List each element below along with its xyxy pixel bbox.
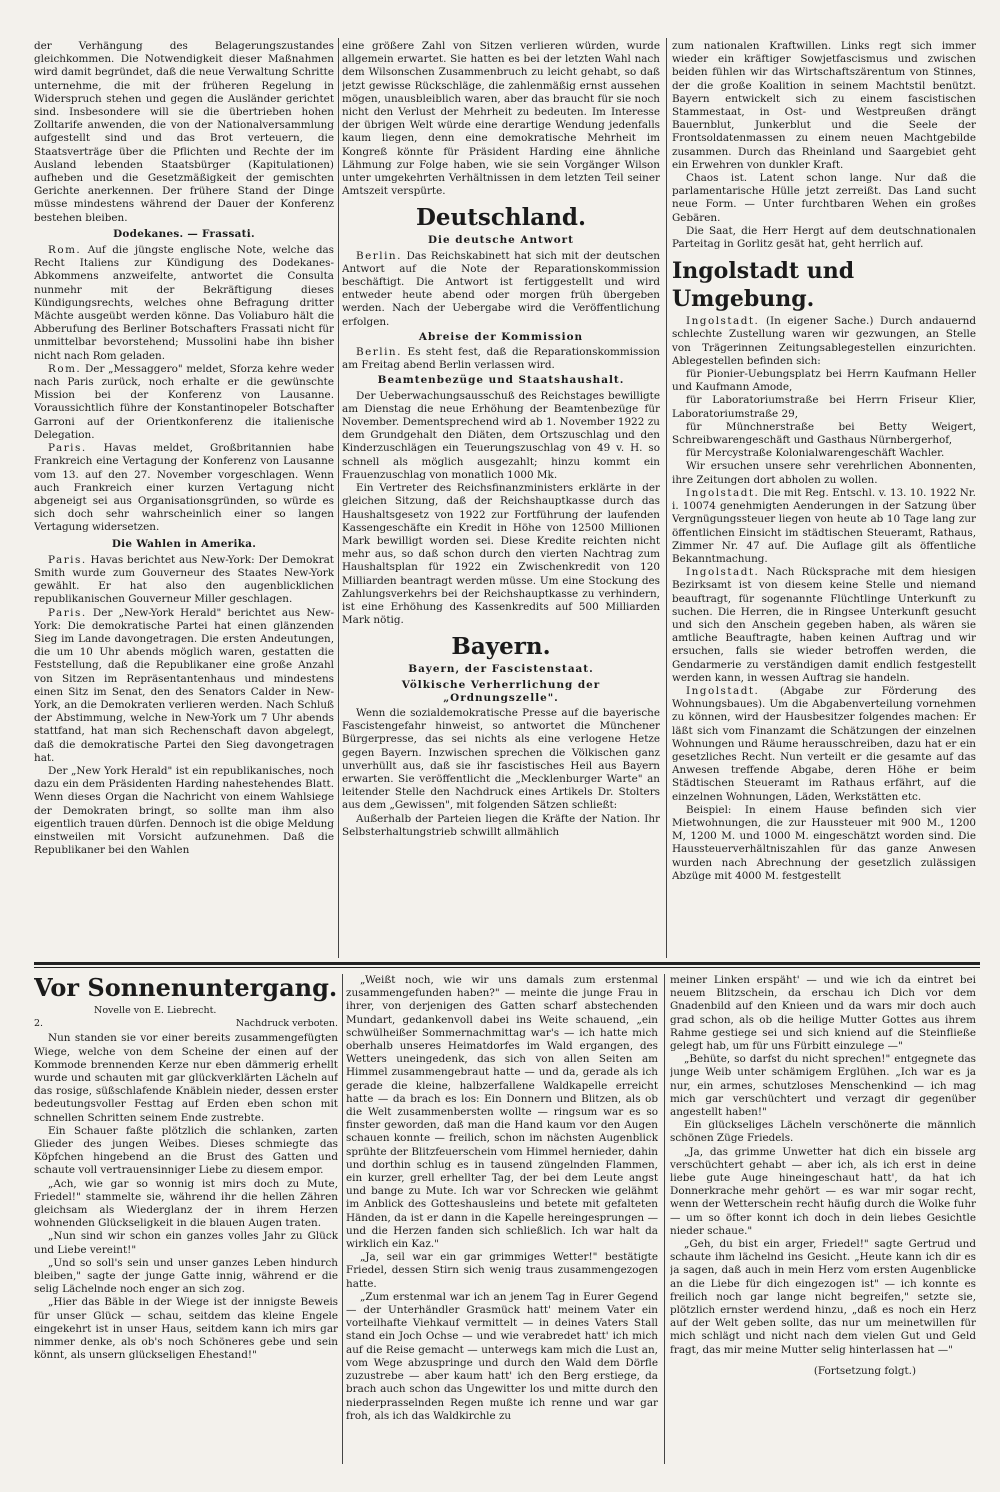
novelle-column-1 bbox=[34, 974, 338, 1464]
paragraph bbox=[34, 363, 334, 442]
column-rule bbox=[666, 38, 667, 958]
subheading: Bayern, der Fascistenstaat. bbox=[408, 663, 594, 676]
continuation-note: (Fortsetzung folgt.) bbox=[813, 1364, 916, 1377]
paragraph bbox=[342, 346, 660, 372]
paragraph-text: Nach Rücksprache mit dem hiesigen Bezirksamt ist von diesem keine Stelle und niemand beauftragt, für sogenannte Flüchtlinge Unterkunft zu suchen. Die Herren, die in Ringsee Unterkunft gesucht und sich den Anschein gegeben haben, als wären sie amtliche Beauftragte, haben keinen Auftrag und wir ersuchen, falls sie wieder betroffen werden, die Gendarmerie zu verständigen damit endlich festgestellt werden kann, in wessen Auftrag sie handeln. bbox=[672, 566, 976, 684]
section-heading: Die Wahlen in Amerika. bbox=[111, 537, 257, 550]
no-reprint-notice: Nachdruck verboten. bbox=[235, 1018, 338, 1030]
column-rule bbox=[342, 974, 343, 1464]
paragraph-text: Der „New-York Herald" berichtet aus New-York: Die demokratische Partei hat einen glänzenden Sieg im Lande davongetragen. Die ersten Andeutungen, die um 10 Uhr abends möglich waren, gestatten die Feststellung, daß die Republikaner eine große Anzahl von Sitzen im Repräsentantenhaus und mindestens einen Sitz im Senat, den des Senators Calder in New-York, an die Demokraten verlieren werden. Nach Schluß der Abstimmung, welche in New-York um 7 Uhr abends stattfand, hat man sich Rechenschaft davon abgelegt, daß die demokratische Partei den Sieg davongetragen hat. bbox=[34, 606, 334, 764]
paragraph bbox=[34, 244, 334, 363]
top-column-3 bbox=[672, 40, 976, 940]
paragraph-text: Auf die jüngste englische Note, welche das Recht Italiens zur Kündigung des Dodekanes-Abkommens anzweifelte, antwortet die Consulta nunmehr mit der Bekräftigung dieses Kündigungsrechts, welches ohne Befragung dritter Mächte ausgeübt werden könne. Das Voliaburo hält die Abberufung des Berliner Botschafters Frassati nicht für unmittelbar bevorstehend; Mussolini habe ihn bisher nicht nach Rom geladen. bbox=[34, 244, 334, 362]
paragraph: „Behüte, so darfst du nicht sprechen!" entgegnete das junge Weib unter schämigem Erglühen. „Ich war es ja nur, ein armes, schutzloses Menschenkind — ich mag mich gar verschüchtert und verzagt dir gegenüber angestellt haben!" bbox=[670, 1053, 976, 1119]
paragraph-text: (Abgabe zur Förderung des Wohnungsbaues). Um die Abgabenverteilung vornehmen zu können, wird der Hausbesitzer folgendes machen: Er läßt sich vom Finanzamt die Schätzungen der einzelnen Wohnungen und Räume herausschreiben, dazu hat er ein gesetzliches Recht. Nun verteilt er die gesamte auf das Anwesen treffende Abgabe, deren Höhe er beim Städtischen Steueramt im Rathaus erfährt, auf die einzelnen Wohnungen, Läden, Werkstätten etc. bbox=[672, 684, 976, 803]
paragraph: „Zum erstenmal war ich an jenem Tag in Eurer Gegend — der Unterhändler Grasmück hatt' meinem Vater ein vorteilhafte Viehkauf vermittelt — in deines Vaters Stall stand ein Joch Ochse — und wie verabredet hatt' ich mich auf die Reise gemacht — unterwegs kam mich die Lust an, vom Wege abzuspringe und durch den Wald dem Dörfle zuzustrebe — aber kaum hatt' ich den Berg erstiege, da brach auch schon das Ungewitter los und mitte durch den niederprasselnden Regen mußte ich renne und war gar froh, als ich das Waldkirchle zu bbox=[346, 1290, 658, 1422]
paragraph bbox=[34, 607, 334, 765]
paragraph-text: Havas berichtet aus New-York: Der Demokrat Smith wurde zum Gouverneur des Staates New-York gewählt. Er hat also den augenblicklichen republikanischen Gouverneur Miller geschlagen. bbox=[34, 553, 334, 606]
paragraph: Der Ueberwachungsausschuß des Reichstages bewilligte am Dienstag die neue Erhöhung der Beamtenbezüge für November. Dementsprechend wird ab 1. November 1922 zu dem Grundgehalt den Diäten, dem Ortszuschlag und den Kinderzuschlägen ein Teuerungszuschlag von 49 v. H. so schnell als möglich ausgezahlt; hinzu kommt ein Frauenzuschlag von monatlich 1000 Mk. bbox=[342, 389, 660, 481]
subheading: Die deutsche Antwort bbox=[428, 234, 574, 247]
paragraph bbox=[672, 315, 976, 368]
subheading: Völkische Verherrlichung der „Ordnungszelle". bbox=[401, 678, 601, 704]
paragraph bbox=[34, 554, 334, 607]
paragraph: meiner Linken erspäht' — und wie ich da eintret bei neuem Blitzschein, da erschau ich Dich vor dem Gnadenbild auf den Knieen und da wars mir doch auch grad schon, als ob die heilige Mutter Gottes aus ihrem Rahme gestiege sei und sich kniend auf die Steinfließe gelegt hab, um für uns Fürbitt einzulege —" bbox=[670, 974, 976, 1053]
dateline: Ingolstadt. bbox=[686, 315, 760, 328]
paragraph: „Geh, du bist ein arger, Friedel!" sagte Gertrud und schaute ihm lächelnd ins Gesicht. „Heute kann ich dir es ja sagen, daß auch in mein Herz vom ersten Augenblicke an die Liebe für dich eingezogen ist" — ich konnte es freilich noch gar lange nicht begreifen," setzte sie, plötzlich ernster werdend hinzu, „daß es noch ein Herz auf der Welt geben sollte, das nur um meinetwillen für mich schlägt und nicht nach dem vielen Gut und Geld fragt, das mir meine Mutter selig hinterlassen hat —" bbox=[670, 1238, 976, 1356]
paragraph: „Und so soll's sein und unser ganzes Leben hindurch bleiben," sagte der junge Gatte innig, während er die selig Lächelnde noch enger an sich zog. bbox=[34, 1256, 338, 1296]
paragraph bbox=[34, 442, 334, 534]
paragraph: Wenn die sozialdemokratische Presse auf die bayerische Fascistengefahr hinweist, so antwortet die Münchener Bürgerpresse, das sei nichts als eine verlogene Hetze gegen Bayern. Inzwischen sprechen die Völkischen ganz unverhüllt aus, daß sie ihr fascistisches Heil aus Bayern erwarten. Sie veröffentlicht die „Mecklenburger Warte" an leitender Stelle den Nachdruck eines Artikels Dr. Stolters aus dem „Gewissen", mit folgenden Sätzen schließt: bbox=[342, 706, 660, 812]
paragraph: „Weißt noch, wie wir uns damals zum erstenmal zusammengefunden haben?" — meinte die junge Frau in ihrer, von derjenigen des Gatten scharf abstechenden Mundart, gedankenvoll dabei ins Weite schauend, „ein schwülheißer Sommernachmittag war's — ich hatte mich oberhalb unseres Heimatdorfes im Wald ergangen, des Wetters uneingedenk, das sich von allen Seiten am Himmel zusammengebraut hatte — und da, gerade als ich gerade die kleine, halbzerfallene Waldkapelle erreicht hatte — da brach es los: Ein Donnern und Blitzen, als ob die Welt zusammenbersten wollte — ringsum war es so finster geworden, daß man die Hand kaum vor den Augen schauen konnte — freilich, schon im nächsten Augenblick sprühte der Blitzfeuerschein vom Himmel hernieder, dahin und dorthin schlug es in tausend züngelnden Flammen, ein kurzer, grell erhellter Tag, der bei dem Leute angst und bange zu Mute. Ich war vor Schrecken wie gelähmt im Anblick des Gotteshausleins und betete mit gefalteten Händen, da ist er dann in die Kapelle hereingesprungen — und die Herzen fanden sich schließlich. Ich war halt da wirklich ein Kaz." bbox=[346, 974, 658, 1251]
dateline: Paris. bbox=[48, 442, 87, 455]
paragraph-text: Das Reichskabinett hat sich mit der deutschen Antwort auf die Note der Reparationskommission beschäftigt. Die Antwort ist fertiggestellt und wird entweder heute abend oder morgen früh übergeben werden. Nach der Uebergabe wird die Veröffentlichung erfolgen. bbox=[342, 249, 660, 328]
list-item: für Pionier-Uebungsplatz bei Herrn Kaufmann Heller und Kaufmann Amode, bbox=[672, 368, 976, 394]
paragraph: eine größere Zahl von Sitzen verlieren würden, wurde allgemein erwartet. Sie hatten es bei der letzten Wahl nach dem Wilsonschen Zusammenbruch zu leicht gehabt, so daß jetzt gewisse Rückschläge, die zahlenmäßig ernst aussehen mögen, unausbleiblich waren, aber das braucht für sie noch nicht den Verlust der Mehrheit zu bedeuten. Im Interesse der übrigen Welt würde eine derartige Wendung jedenfalls kaum liegen, denn eine demokratische Mehrheit im Kongreß könnte für Präsident Harding eine ähnliche Lähmung zur Folge haben, wie sie sein Vorgänger Wilson unter umgekehrten Verhältnissen in dem letzten Teil seiner Amtszeit verspürte. bbox=[342, 40, 660, 198]
paragraph bbox=[672, 487, 976, 566]
paragraph: Ein Vertreter des Reichsfinanzministers erklärte in der gleichen Sitzung, daß der Reichshauptkasse durch das Haushaltsgesetz von 1922 zur Fortführung der laufenden Kassengeschäfte ein Kredit in Höhe von 12500 Millionen Mark bewilligt worden sei. Diese Kredite reichten nicht mehr aus, so daß schon durch den vierten Nachtrag zum Haushaltsplan für 1922 ein Zwischenkredit von 120 Milliarden beantragt werden müsse. Um eine Stockung des Zahlungsverkehrs bei der Reichshauptkasse zu verhindern, ist eine Erhöhung des Kassenkredits auf 500 Milliarden Mark nötig. bbox=[342, 482, 660, 627]
paragraph-text: Havas meldet, Großbritannien habe Frankreich eine Vertagung der Konferenz von Lausanne vom 13. auf den 27. November vorgeschlagen. Wenn auch Frankreich einer kurzen Vertagung nicht abgeneigt sei aus Organisationsgründen, so würde es sich doch sehr wahrscheinlich einer so langen Vertagung widersetzen. bbox=[34, 442, 334, 534]
novelle-meta bbox=[34, 1017, 338, 1030]
paragraph: Außerhalb der Parteien liegen die Kräfte der Nation. Ihr Selbsterhaltungstrieb schwillt allmählich bbox=[342, 812, 660, 838]
paragraph: Der „New York Herald" ist ein republikanisches, noch dazu ein dem Präsidenten Harding nahestehendes Blatt. Wenn dieses Organ die Nachricht von einem Wahlsiege der Demokraten bringt, so sollte man ihm also eigentlich trauen dürfen. Dennoch ist die obige Meldung einstweilen mit Vorsicht aufzunehmen. Daß die Republikaner bei den Wahlen bbox=[34, 764, 334, 857]
section-title-bayern: Bayern. bbox=[451, 633, 551, 661]
paragraph bbox=[672, 685, 976, 804]
paragraph: „Ja, das grimme Unwetter hat dich ein bissele arg verschüchtert gehabt — aber ich, als ich erst in deine liebe gute Auge hineingeschaut hatt', da hat ich Donnerkrache mehr gehört — es war mir sogar recht, wenn der Wetterschein recht häufig durch die Wolke fuhr — um so öfter konnt ich doch in dein liebes Gesichtle nieder schaue." bbox=[670, 1145, 976, 1237]
feuilleton-rule bbox=[34, 962, 980, 965]
paragraph: „Nun sind wir schon ein ganzes volles Jahr zu Glück und Liebe vereint!" bbox=[34, 1230, 338, 1256]
novelle-title: Vor Sonnenuntergang. bbox=[34, 974, 338, 1002]
list-item: für Mercystraße Kolonialwarengeschäft Wachler. bbox=[686, 447, 945, 460]
dateline: Berlin. bbox=[356, 346, 402, 359]
dateline: Berlin. bbox=[356, 249, 402, 262]
paragraph: „Ach, wie gar so wonnig ist mirs doch zu Mute, Friedel!" stammelte sie, während ihr die hellen Zähren gleichsam als Wiederglanz der in ihrem Herzen wohnenden Glückseligkeit in die blauen Augen traten. bbox=[34, 1177, 338, 1230]
subheading: Abreise der Kommission bbox=[418, 330, 584, 343]
column-rule bbox=[664, 974, 665, 1464]
paragraph: Beispiel: In einem Hause befinden sich vier Mietwohnungen, die zur Haussteuer mit 900 M., 1200 M, 1200 M. und 1000 M. eingeschätzt worden sind. Die Haussteuerverhältniszahlen für das ganze Anwesen wurden nach Abrechnung der gesetzlich zulässigen Abzüge mit 4000 M. festgestellt bbox=[672, 803, 976, 882]
paragraph: Ein glückseliges Lächeln verschönerte die männlich schönen Züge Friedels. bbox=[670, 1119, 976, 1145]
paragraph: der Verhängung des Belagerungszustandes gleichkommen. Die Notwendigkeit dieser Maßnahmen wird damit begründet, daß die neue Verwaltung Schritte unternehme, die mit der früheren Regelung in Widerspruch stehen und gegen die Ausländer gerichtet sind. Insbesondere will sie die übertrieben hohen Zolltarife anwenden, die von der Nationalversammlung aufgestellt sind und das Brot verteuern, die Staatsverträge über die Pflichten und Rechte der im Ausland lebenden Staatsbürger (Kapitulationen) aufheben und die Gesetzmäßigkeit der gemischten Gerichte anerkennen. Der frühere Stand der Dinge müsse mindestens während der Dauer der Konferenz bestehen bleiben. bbox=[34, 40, 334, 224]
paragraph: Nun standen sie vor einer bereits zusammengefügten Wiege, welche von dem Scheine der einen auf der Kommode brennenden Kerze nur eben dämmerig erhellt wurde und schauten mit gar glückverklärten Lächeln auf das rosige, süßschlafende Knäblein nieder, dessen erster bedeutungsvoller Festtag auf Erden eben schon mit schnellen Schritten seinem Ende zustrebte. bbox=[34, 1032, 338, 1124]
part-number: 2. bbox=[34, 1018, 44, 1030]
novelle-column-3 bbox=[670, 974, 976, 1464]
paragraph: „Hier das Bäble in der Wiege ist der innigste Beweis für unser Glück — schau, seitdem das kleine Engele eingekehrt ist in unser Haus, seitdem kann ich mirs gar nimmer denke, als ob's noch Schöneres gebe und sein könnt, als unsern glückseligen Ehestand!" bbox=[34, 1296, 338, 1362]
dateline: Paris. bbox=[48, 553, 87, 566]
column-rule bbox=[338, 38, 339, 958]
paragraph-text: Die mit Reg. Entschl. v. 13. 10. 1922 Nr. i. 10074 genehmigten Aenderungen in der Satzung über Vergnügungssteuer liegen von heute ab 10 Tage lang zur öffentlichen Einsicht im städtischen Steueramt, Rathaus, Zimmer Nr. 47 auf. Die Auflage gilt als öffentliche Bekanntmachung. bbox=[672, 486, 976, 565]
dateline: Ingolstadt. bbox=[686, 566, 760, 579]
dateline: Rom. bbox=[48, 362, 82, 375]
section-heading: Dodekanes. — Frassati. bbox=[113, 227, 255, 240]
paragraph: „Ja, seil war ein gar grimmiges Wetter!" bestätigte Friedel, dessen Stirn sich wenig traus zusammengezogen hatte. bbox=[346, 1251, 658, 1290]
section-title-deutschland: Deutschland. bbox=[415, 204, 587, 232]
novelle-column-2 bbox=[346, 974, 658, 1464]
top-column-2 bbox=[342, 40, 660, 940]
top-column-1 bbox=[34, 40, 334, 940]
list-item: für Münchnerstraße bei Betty Weigert, Schreibwarengeschäft und Gasthaus Nürnbergerhof, bbox=[672, 420, 976, 447]
paragraph: Chaos ist. Latent schon lange. Nur daß die parlamentarische Hülle jetzt zerreißt. Das Land sucht neue Form. — Unter furchtbaren Wehen ein großes Gebären. bbox=[672, 172, 976, 224]
section-title-ingolstadt: Ingolstadt und Umgebung. bbox=[672, 258, 855, 313]
feuilleton-rule-thin bbox=[34, 967, 980, 968]
paragraph-text: Der „Messaggero" meldet, Sforza kehre weder nach Paris zurück, noch erhalte er die gewünschte Mission bei der Konferenz von Lausanne. Voraussichtlich führe der Konstantinopeler Botschafter Garroni auf der Orientkonferenz die italienische Delegation. bbox=[34, 362, 334, 441]
dateline: Paris. bbox=[48, 606, 87, 619]
list-item: für Laboratoriumstraße bei Herrn Friseur Klier, Laboratoriumstraße 29, bbox=[672, 394, 976, 420]
dateline: Rom. bbox=[48, 244, 82, 257]
paragraph: Ein Schauer faßte plötzlich die schlanken, zarten Glieder des jungen Weibes. Dieses schmiegte das Köpfchen hingebend an die Brust des Gatten und schaute voll vertrauensinniger Liebe zu diesem empor. bbox=[34, 1124, 338, 1177]
paragraph bbox=[342, 250, 660, 329]
novelle-byline: Novelle von E. Liebrecht. bbox=[94, 1005, 217, 1016]
paragraph-text: (In eigener Sache.) Durch andauernd schlechte Zustellung waren wir gezwungen, an Stelle von Trägerinnen Zeitungsablegestellen einzurichten. Ablegestellen befinden sich: bbox=[672, 315, 976, 367]
paragraph: Wir ersuchen unsere sehr verehrlichen Abonnenten, ihre Zeitungen dort abholen zu wollen. bbox=[672, 460, 976, 486]
paragraph: zum nationalen Kraftwillen. Links regt sich immer wieder ein kräftiger Sowjetfascismus und zwischen beiden fühlen wir das Wirtschaftszärentum von Stinnes, der die große Koalition in seinem Machtstil benützt. Bayern entwickelt sich zu einem fascistischen Stammestaat, in Ost- und Westpreußen drängt Bauernblut, Junkerblut und die Seele der Frontsoldatenmassen zu einem neuen Machtgebilde zusammen. Durch das Rheinland und Saargebiet geht ein Erwehren von dunkler Kraft. bbox=[672, 40, 976, 171]
paragraph-text: Es steht fest, daß die Reparationskommission am Freitag abend Berlin verlassen wird. bbox=[342, 346, 660, 372]
dateline: Ingolstadt. bbox=[686, 684, 760, 697]
paragraph bbox=[672, 566, 976, 685]
dateline: Ingolstadt. bbox=[686, 486, 760, 499]
subheading: Beamtenbezüge und Staatshaushalt. bbox=[377, 374, 625, 387]
paragraph: Die Saat, die Herr Hergt auf dem deutschnationalen Parteitag in Gorlitz gesät hat, geht herrlich auf. bbox=[672, 224, 976, 251]
